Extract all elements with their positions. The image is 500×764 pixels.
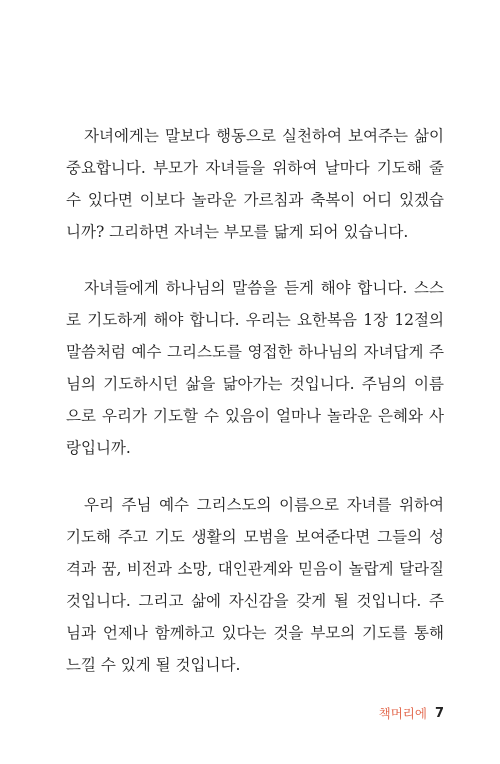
paragraph-line: 님과 언제나 함께하고 있다는 것을 부모의 기도를 통해 (66, 624, 444, 642)
paragraph-line: 로 기도하게 해야 합니다. 우리는 요한복음 1장 12절의 (66, 311, 444, 329)
paragraph-line: 느낄 수 있게 될 것입니다. (66, 656, 241, 674)
paragraph-line: 니까? 그리하면 자녀는 부모를 닮게 되어 있습니다. (66, 223, 409, 241)
chapter-title: 책머리에 (378, 706, 427, 721)
paragraph-line: 으로 우리가 기도할 수 있음이 얼마나 놀라운 은혜와 사 (66, 407, 444, 425)
paragraph-3 (66, 489, 444, 681)
paragraph-line: 우리 주님 예수 그리스도의 이름으로 자녀를 위하여 (84, 496, 444, 514)
paragraph-line: 격과 꿈, 비전과 소망, 대인관계와 믿음이 놀랍게 달라질 (66, 560, 444, 578)
paragraph-line: 자녀들에게 하나님의 말씀을 듣게 해야 합니다. 스스 (84, 279, 444, 297)
paragraph-line: 기도해 주고 기도 생활의 모범을 보여준다면 그들의 성 (66, 528, 444, 546)
paragraph-line: 님의 기도하시던 삶을 닮아가는 것입니다. 주님의 이름 (66, 375, 444, 393)
paragraph-line: 말씀처럼 예수 그리스도를 영접한 하나님의 자녀답게 주 (66, 343, 444, 361)
paragraph-line: 랑입니까. (66, 439, 131, 457)
page-number: 7 (434, 705, 444, 721)
paragraph-2 (66, 272, 444, 464)
paragraph-line: 수 있다면 이보다 놀라운 가르침과 축복이 어디 있겠습 (66, 191, 444, 209)
paragraph-line: 중요합니다. 부모가 자녀들을 위하여 날마다 기도해 줄 (66, 159, 444, 177)
paragraph-1 (66, 120, 444, 248)
page-footer (379, 703, 444, 723)
paragraph-line: 것입니다. 그리고 삶에 자신감을 갖게 될 것입니다. 주 (66, 592, 444, 610)
paragraph-line: 자녀에게는 말보다 행동으로 실천하여 보여주는 삶이 (84, 127, 444, 145)
